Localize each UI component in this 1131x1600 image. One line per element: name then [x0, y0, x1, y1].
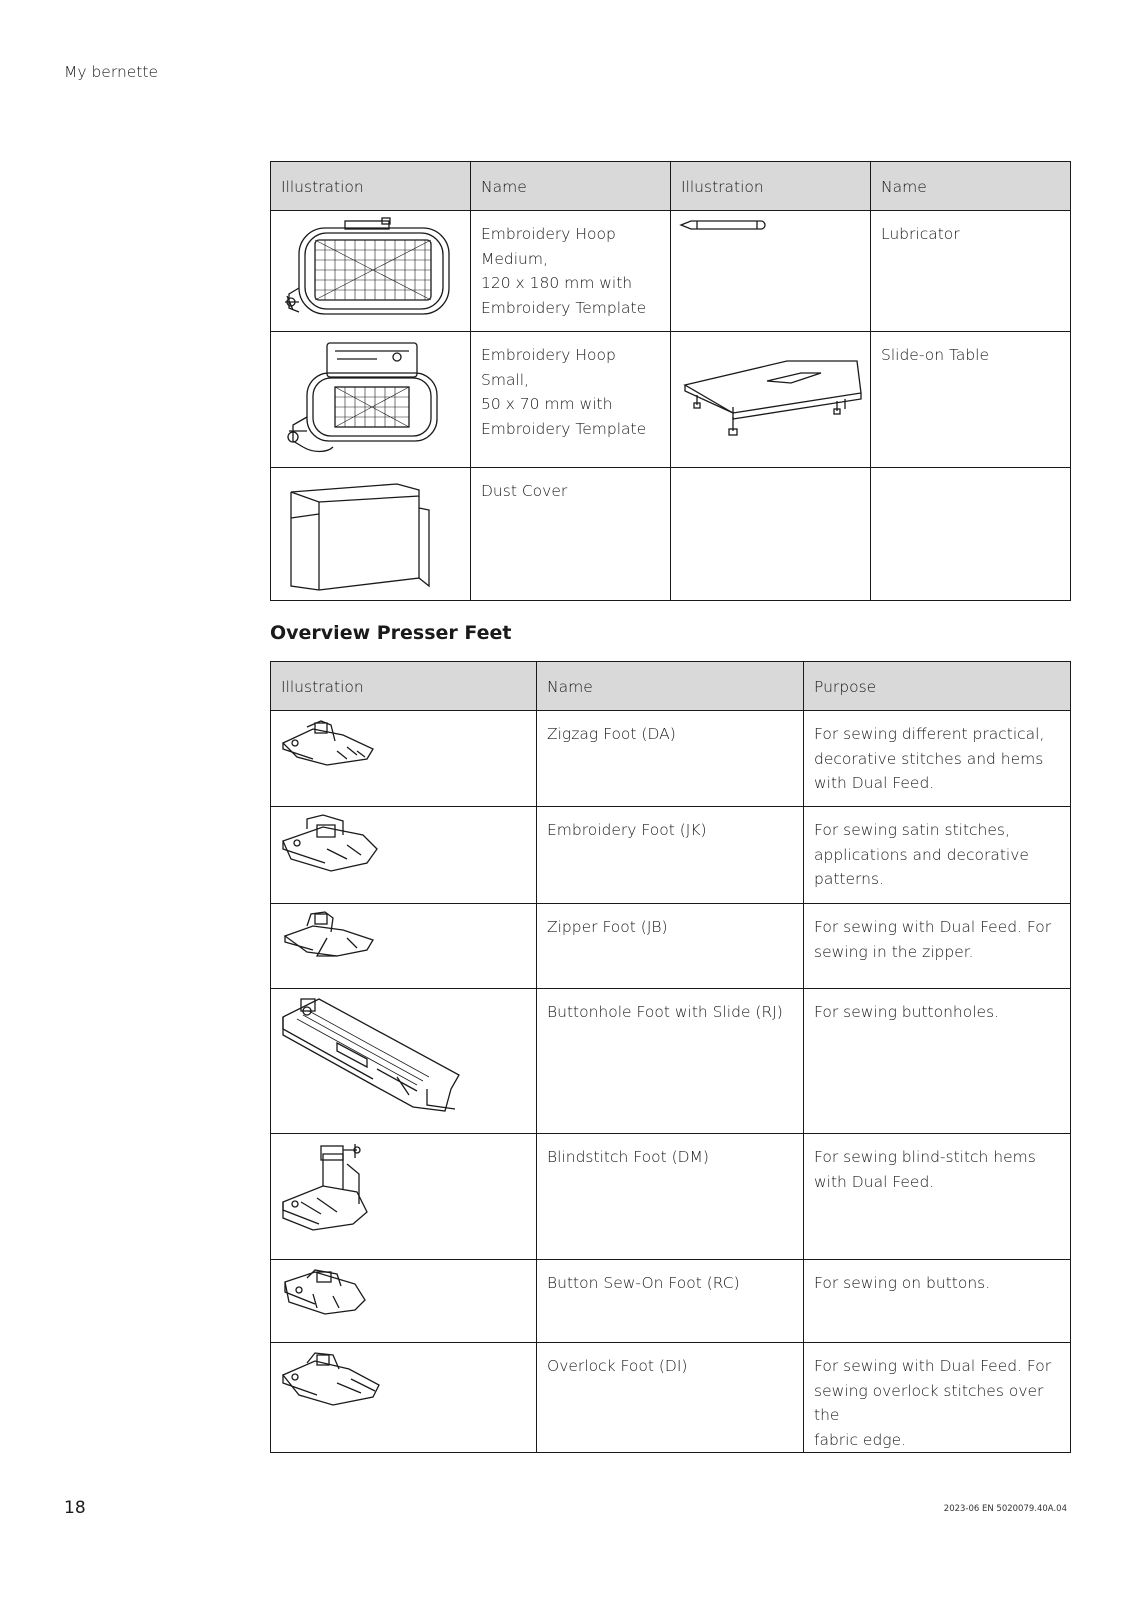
buttonhole-foot-icon — [277, 993, 463, 1117]
foot-name: Overlock Foot (DI) — [547, 1357, 688, 1375]
overlock-foot-icon — [277, 1347, 387, 1411]
purpose-cell — [804, 807, 1071, 904]
accessory-name: Lubricator — [881, 225, 960, 243]
accessory-name: Embroidery Hoop Small, 50 x 70 mm with Embroidery Template — [481, 346, 647, 438]
foot-name: Buttonhole Foot with Slide (RJ) — [547, 1003, 783, 1021]
name-cell — [537, 989, 804, 1134]
column-header-name: Name — [471, 162, 671, 211]
illustration-cell — [271, 807, 537, 904]
embroidery-hoop-small-icon — [277, 337, 463, 463]
section-heading: Overview Presser Feet — [270, 622, 512, 644]
column-header-illustration: Illustration — [271, 162, 471, 211]
table-row — [271, 989, 1071, 1134]
page-number: 18 — [64, 1498, 86, 1518]
name-cell — [537, 904, 804, 989]
column-header-name: Name — [871, 162, 1071, 211]
purpose-cell — [804, 711, 1071, 807]
button-sew-on-foot-icon — [277, 1264, 387, 1324]
accessory-name: Embroidery Hoop Medium, 120 x 180 mm with Embroidery Template — [481, 225, 647, 317]
embroidery-foot-icon — [277, 811, 387, 881]
name-cell — [537, 807, 804, 904]
purpose-cell — [804, 1134, 1071, 1260]
table-row — [271, 807, 1071, 904]
lubricator-icon — [677, 215, 777, 235]
foot-purpose: For sewing with Dual Feed. For sewing in the zipper. — [814, 918, 1052, 961]
table-row — [271, 1260, 1071, 1343]
empty-cell — [871, 468, 1071, 601]
illustration-cell — [671, 211, 871, 332]
table-header-row — [271, 162, 1071, 211]
illustration-cell — [271, 468, 471, 601]
zipper-foot-icon — [277, 908, 387, 968]
zigzag-foot-icon — [277, 715, 387, 775]
illustration-cell — [271, 989, 537, 1134]
column-header-purpose: Purpose — [804, 662, 1071, 711]
accessory-name: Dust Cover — [481, 482, 568, 500]
table-row — [271, 332, 1071, 468]
name-cell — [471, 468, 671, 601]
illustration-cell — [271, 332, 471, 468]
purpose-cell — [804, 904, 1071, 989]
slide-on-table-icon — [677, 355, 863, 445]
illustration-cell — [271, 904, 537, 989]
empty-cell — [671, 468, 871, 601]
table-row — [271, 468, 1071, 601]
table-row — [271, 1343, 1071, 1453]
purpose-cell — [804, 1343, 1071, 1453]
blindstitch-foot-icon — [277, 1138, 387, 1234]
presser-feet-table — [270, 661, 1071, 1453]
name-cell — [871, 211, 1071, 332]
purpose-cell — [804, 989, 1071, 1134]
foot-purpose: For sewing buttonholes. — [814, 1003, 1000, 1021]
table-row — [271, 711, 1071, 807]
name-cell — [537, 1260, 804, 1343]
name-cell — [537, 1343, 804, 1453]
illustration-cell — [271, 1260, 537, 1343]
name-cell — [471, 332, 671, 468]
table-row — [271, 211, 1071, 332]
column-header-illustration: Illustration — [671, 162, 871, 211]
name-cell — [537, 1134, 804, 1260]
column-header-illustration: Illustration — [271, 662, 537, 711]
foot-name: Blindstitch Foot (DM) — [547, 1148, 709, 1166]
illustration-cell — [671, 332, 871, 468]
purpose-cell — [804, 1260, 1071, 1343]
table-header-row — [271, 662, 1071, 711]
foot-name: Embroidery Foot (JK) — [547, 821, 707, 839]
name-cell — [871, 332, 1071, 468]
table-row — [271, 1134, 1071, 1260]
table-row — [271, 904, 1071, 989]
column-header-name: Name — [537, 662, 804, 711]
foot-purpose: For sewing blind-stitch hems with Dual Feed. — [814, 1148, 1036, 1191]
foot-purpose: For sewing satin stitches, applications and decorative patterns. — [814, 821, 1029, 888]
foot-name: Zipper Foot (JB) — [547, 918, 668, 936]
illustration-cell — [271, 1343, 537, 1453]
illustration-cell — [271, 1134, 537, 1260]
foot-name: Button Sew-On Foot (RC) — [547, 1274, 740, 1292]
illustration-cell — [271, 711, 537, 807]
name-cell — [471, 211, 671, 332]
dust-cover-icon — [277, 472, 463, 596]
foot-name: Zigzag Foot (DA) — [547, 725, 676, 743]
accessory-name: Slide-on Table — [881, 346, 990, 364]
accessories-table — [270, 161, 1071, 601]
document-code: 2023-06 EN 5020079.40A.04 — [943, 1504, 1067, 1514]
page-header: My bernette — [64, 63, 158, 81]
foot-purpose: For sewing on buttons. — [814, 1274, 991, 1292]
foot-purpose: For sewing with Dual Feed. For sewing overlock stitches over the fabric edge. — [814, 1357, 1052, 1449]
foot-purpose: For sewing different practical, decorative stitches and hems with Dual Feed. — [814, 725, 1045, 792]
embroidery-hoop-medium-icon — [277, 216, 463, 326]
name-cell — [537, 711, 804, 807]
illustration-cell — [271, 211, 471, 332]
